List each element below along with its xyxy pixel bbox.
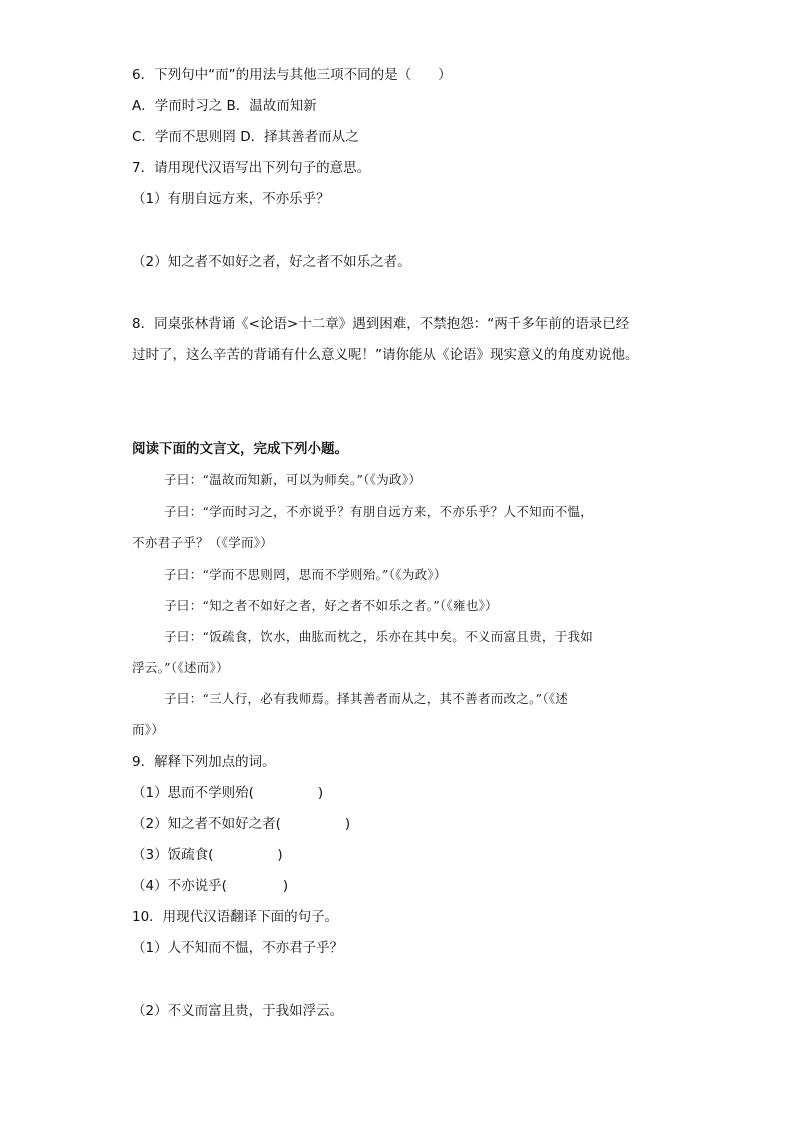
passage-line: 子曰：“饭疏食，饮水，曲肱而枕之，乐亦在其中矣。不义而富且贵，于我如 [164, 629, 594, 644]
q6-options-cd: C．学而不思则罔 D．择其善者而从之 [132, 129, 359, 145]
passage-line: 子曰：“三人行，必有我师焉。择其善者而从之，其不善者而改之。”（《述 [164, 691, 569, 706]
q6-stem: 6．下列句中“而”的用法与其他三项不同的是（ ） [132, 67, 452, 83]
q9-item-1 [132, 783, 323, 803]
blank-close-paren: ) [344, 816, 351, 832]
q8-line-2: 过时了，这么辛苦的背诵有什么意义呢！”请你能从《论语》现实意义的角度劝说他。 [132, 347, 639, 363]
q7-item-1: （1）有朋自远方来，不亦乐乎？ [132, 191, 330, 207]
q9-item-2-text: （2）知之者不如好之者( [132, 816, 281, 832]
passage-line: 子曰：“知之者不如好之者，好之者不如乐之者。”（《雍也》） [164, 598, 498, 613]
q9-item-2 [132, 814, 350, 834]
q9-item-3-text: （3）饭疏食( [132, 847, 214, 863]
q9-item-3 [132, 845, 283, 865]
passage-line: 不亦君子乎？（《学而》） [132, 535, 274, 550]
q8-line-1: 8．同桌张林背诵《<论语>十二章》遇到困难，不禁抱怨：“两千多年前的语录已经 [132, 316, 630, 332]
blank-close-paren: ) [317, 785, 324, 801]
passage-line: 而》） [132, 722, 165, 737]
q10-item-1: （1）人不知而不愠，不亦君子乎？ [132, 940, 344, 956]
q9-stem: 9．解释下列加点的词。 [132, 754, 276, 770]
passage-line: 浮云。”（《述而》） [132, 660, 229, 675]
q7-item-2: （2）知之者不如好之者，好之者不如乐之者。 [132, 254, 411, 270]
blank-close-paren: ) [277, 847, 283, 863]
passage-line: 子曰：“学而时习之，不亦说乎？有朋自远方来，不亦乐乎？人不知而不愠， [164, 504, 594, 519]
q10-stem: 10．用现代汉语翻译下面的句子。 [132, 909, 339, 925]
q9-item-4-text: （4）不亦说乎( [132, 878, 227, 894]
passage-line: 子曰：“学而不思则罔，思而不学则殆。”（《为政》） [164, 567, 447, 582]
q7-stem: 7．请用现代汉语写出下列句子的意思。 [132, 160, 371, 176]
section-heading: 阅读下面的文言文，完成下列小题。 [132, 441, 348, 457]
q6-options-ab: A．学而时习之 B．温故而知新 [132, 98, 317, 114]
blank-close-paren: ) [282, 878, 289, 894]
q9-item-4 [132, 876, 288, 896]
q9-item-1-text: （1）思而不学则殆( [132, 785, 254, 801]
q10-item-2: （2）不义而富且贵，于我如浮云。 [132, 1003, 344, 1019]
passage-line: 子曰：“温故而知新，可以为师矣。”（《为政》） [164, 472, 422, 487]
